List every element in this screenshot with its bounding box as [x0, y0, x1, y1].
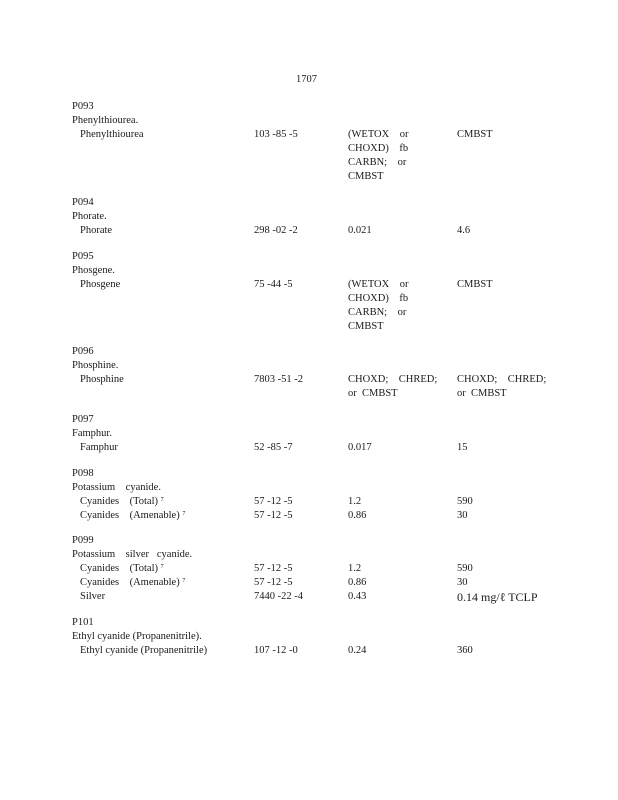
constituent-row	[72, 373, 592, 387]
constituent-row	[72, 278, 592, 292]
constituent-name: Phosphine	[80, 374, 124, 385]
wastewater-standard: CHOXD; CHRED;	[348, 374, 438, 385]
cas-number: 57 -12 -5	[254, 510, 293, 521]
waste-code: P101	[72, 617, 94, 628]
footnote-ref: 7	[182, 511, 186, 517]
waste-code: P095	[72, 251, 94, 262]
nonwastewater-standard: 590	[457, 496, 473, 507]
waste-name: Phosgene.	[72, 265, 115, 276]
waste-entry-p099	[72, 534, 592, 604]
constituent-label: Cyanides (Amenable)	[80, 510, 180, 521]
cas-number: 7803 -51 -2	[254, 374, 303, 385]
wastewater-standard: 0.021	[348, 225, 372, 236]
waste-entry-p098	[72, 467, 592, 523]
wastewater-standard: 0.86	[348, 510, 367, 521]
constituent-row	[72, 509, 592, 523]
waste-name: Famphur.	[72, 428, 112, 439]
constituent-name	[80, 562, 164, 576]
cas-number: 298 -02 -2	[254, 225, 298, 236]
constituent-row	[72, 576, 592, 590]
wastewater-standard: 1.2	[348, 563, 362, 574]
constituent-row	[72, 644, 592, 658]
wastewater-standard: or CMBST	[348, 388, 398, 399]
constituent-label: Cyanides (Total)	[80, 563, 158, 574]
footnote-ref: 7	[160, 497, 164, 503]
constituent-name	[80, 495, 164, 509]
nonwastewater-standard: CMBST	[457, 279, 493, 290]
constituent-name	[80, 509, 185, 523]
waste-name: Phorate.	[72, 211, 107, 222]
wastewater-standard: CHOXD) fb	[348, 143, 409, 154]
waste-code: P097	[72, 414, 94, 425]
waste-name: Ethyl cyanide (Propanenitrile).	[72, 631, 202, 642]
waste-name: Phenylthiourea.	[72, 115, 139, 126]
waste-entry-p101	[72, 616, 592, 658]
waste-code: P093	[72, 101, 94, 112]
nonwastewater-standard: 360	[457, 645, 473, 656]
wastewater-standard: (WETOX or	[348, 129, 409, 140]
wastewater-standard: CMBST	[348, 171, 384, 182]
nonwastewater-standard: 0.14 mg/ℓ TCLP	[457, 590, 538, 604]
cas-number: 103 -85 -5	[254, 129, 298, 140]
waste-code: P098	[72, 468, 94, 479]
waste-entry-p094	[72, 196, 592, 238]
waste-name: Potassium silver cyanide.	[72, 549, 193, 560]
waste-entry-p097	[72, 413, 592, 455]
cas-number: 7440 -22 -4	[254, 591, 303, 602]
cas-number: 52 -85 -7	[254, 442, 293, 453]
nonwastewater-standard: CHOXD; CHRED;	[457, 374, 547, 385]
nonwastewater-standard: 4.6	[457, 225, 471, 236]
nonwastewater-standard: 15	[457, 442, 468, 453]
wastewater-standard: 0.86	[348, 577, 367, 588]
wastewater-standard: CMBST	[348, 321, 384, 332]
constituent-label: Cyanides (Amenable)	[80, 577, 180, 588]
wastewater-standard: (WETOX or	[348, 279, 409, 290]
constituent-row	[72, 590, 592, 604]
wastewater-standard: CHOXD) fb	[348, 293, 409, 304]
waste-name: Potassium cyanide.	[72, 482, 161, 493]
constituent-name: Phenylthiourea	[80, 129, 144, 140]
nonwastewater-standard: 30	[457, 577, 468, 588]
waste-name: Phosphine.	[72, 360, 119, 371]
footnote-ref: 7	[182, 578, 186, 584]
cas-number: 107 -12 -0	[254, 645, 298, 656]
constituent-label: Cyanides (Total)	[80, 496, 158, 507]
nonwastewater-standard: 590	[457, 563, 473, 574]
constituent-row	[72, 562, 592, 576]
footnote-ref: 7	[160, 564, 164, 570]
cas-number: 57 -12 -5	[254, 563, 293, 574]
constituent-name: Phorate	[80, 225, 113, 236]
wastewater-standard: 0.43	[348, 591, 367, 602]
constituent-name: Famphur	[80, 442, 118, 453]
waste-code: P099	[72, 535, 94, 546]
waste-entry-p095	[72, 250, 592, 334]
wastewater-standard: CARBN; or	[348, 307, 407, 318]
constituent-row	[72, 495, 592, 509]
wastewater-standard: 1.2	[348, 496, 362, 507]
constituent-name: Silver	[80, 591, 106, 602]
wastewater-standard: 0.017	[348, 442, 372, 453]
constituent-name: Phosgene	[80, 279, 121, 290]
nonwastewater-standard: or CMBST	[457, 388, 507, 399]
waste-entry-p093	[72, 100, 592, 184]
page-number: 1707	[296, 74, 317, 85]
constituent-row	[72, 224, 592, 238]
wastewater-standard: 0.24	[348, 645, 367, 656]
cas-number: 57 -12 -5	[254, 577, 293, 588]
wastewater-standard: CARBN; or	[348, 157, 407, 168]
nonwastewater-standard: CMBST	[457, 129, 493, 140]
waste-code: P096	[72, 346, 94, 357]
constituent-row	[72, 128, 592, 142]
nonwastewater-standard: 30	[457, 510, 468, 521]
constituent-name	[80, 576, 185, 590]
waste-entry-p096	[72, 345, 592, 401]
constituent-row	[72, 441, 592, 455]
cas-number: 75 -44 -5	[254, 279, 293, 290]
waste-code: P094	[72, 197, 94, 208]
cas-number: 57 -12 -5	[254, 496, 293, 507]
constituent-name: Ethyl cyanide (Propanenitrile)	[80, 645, 208, 656]
